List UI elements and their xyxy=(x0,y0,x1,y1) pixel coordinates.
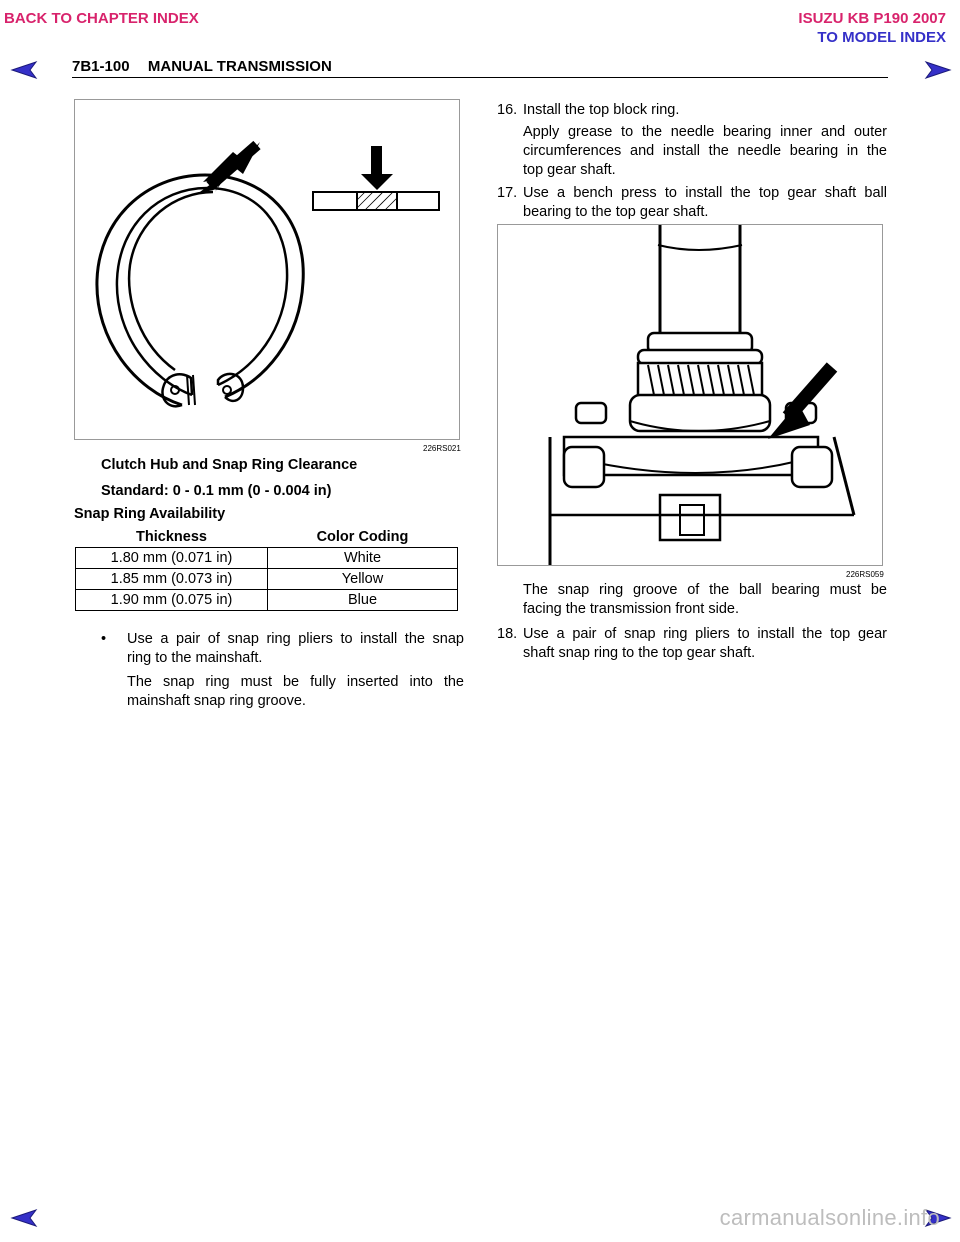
snap-ring-table xyxy=(75,527,458,611)
ball-bearing-note xyxy=(523,581,887,619)
figure2-id: 226RS059 xyxy=(846,570,884,579)
step17-line1: Use a bench press to install the top gear shaft ball xyxy=(523,185,887,201)
left-arrow-icon[interactable] xyxy=(10,60,40,80)
step16-body xyxy=(523,123,887,180)
step18-line2: shaft snap ring to the top gear shaft. xyxy=(523,645,756,661)
table-cell: Yellow xyxy=(268,569,458,590)
model-name-link[interactable]: ISUZU KB P190 2007 xyxy=(798,10,946,27)
page-id: 7B1-100 xyxy=(72,58,130,75)
table-header-color-coding: Color Coding xyxy=(268,527,458,548)
step16-number: 16. xyxy=(497,102,518,118)
table-row xyxy=(76,569,458,590)
step18-body xyxy=(523,625,887,663)
step16-line1: Apply grease to the needle bearing inner and outer xyxy=(523,124,887,140)
table-cell: 1.80 mm (0.071 in) xyxy=(76,548,268,569)
table-cell: 1.90 mm (0.075 in) xyxy=(76,590,268,611)
header-rule xyxy=(72,77,888,78)
standard-value: Standard: 0 - 0.1 mm (0 - 0.004 in) xyxy=(101,483,332,499)
step17-number: 17. xyxy=(497,185,518,201)
back-to-chapter-index-link[interactable]: BACK TO CHAPTER INDEX xyxy=(4,10,199,27)
bench-press-illustration xyxy=(498,225,882,565)
right-arrow-icon[interactable] xyxy=(922,60,952,80)
snap-ring-figure xyxy=(74,99,460,440)
page-header xyxy=(72,58,332,75)
bullet-icon: • xyxy=(101,631,107,647)
step18-number: 18. xyxy=(497,626,518,642)
note-line2: facing the transmission front side. xyxy=(523,601,739,617)
bullet-text xyxy=(127,630,464,668)
step17-body xyxy=(523,184,887,222)
left-arrow-icon[interactable] xyxy=(10,1208,40,1228)
figure1-id: 226RS021 xyxy=(423,444,461,453)
table-row xyxy=(76,548,458,569)
bullet-note xyxy=(127,673,464,711)
table-header-thickness: Thickness xyxy=(76,527,268,548)
watermark: carmanualsonline.info xyxy=(719,1205,940,1230)
note-line1: The snap ring groove of the ball bearing must be xyxy=(523,582,887,598)
step18-line1: Use a pair of snap ring pliers to install the top gear xyxy=(523,626,887,642)
table-cell: White xyxy=(268,548,458,569)
step16-line3: top gear shaft. xyxy=(523,162,616,178)
step16-title: Install the top block ring. xyxy=(523,102,680,118)
table-cell: Blue xyxy=(268,590,458,611)
step16-line2: circumferences and install the needle bearing in the xyxy=(523,143,887,159)
note-line2: mainshaft snap ring groove. xyxy=(127,693,306,709)
step17-line2: bearing to the top gear shaft. xyxy=(523,204,709,220)
table-cell: 1.85 mm (0.073 in) xyxy=(76,569,268,590)
bullet-line1: Use a pair of snap ring pliers to install the snap xyxy=(127,631,464,647)
section-title: MANUAL TRANSMISSION xyxy=(147,58,332,75)
table-row xyxy=(76,590,458,611)
to-model-index-link[interactable]: TO MODEL INDEX xyxy=(817,29,946,46)
bench-press-figure xyxy=(497,224,883,566)
note-line1: The snap ring must be fully inserted into the xyxy=(127,674,464,690)
bullet-line2: ring to the mainshaft. xyxy=(127,650,263,666)
snap-ring-illustration xyxy=(75,100,459,439)
figure1-caption: Clutch Hub and Snap Ring Clearance xyxy=(101,457,358,473)
table-title: Snap Ring Availability xyxy=(74,506,226,522)
